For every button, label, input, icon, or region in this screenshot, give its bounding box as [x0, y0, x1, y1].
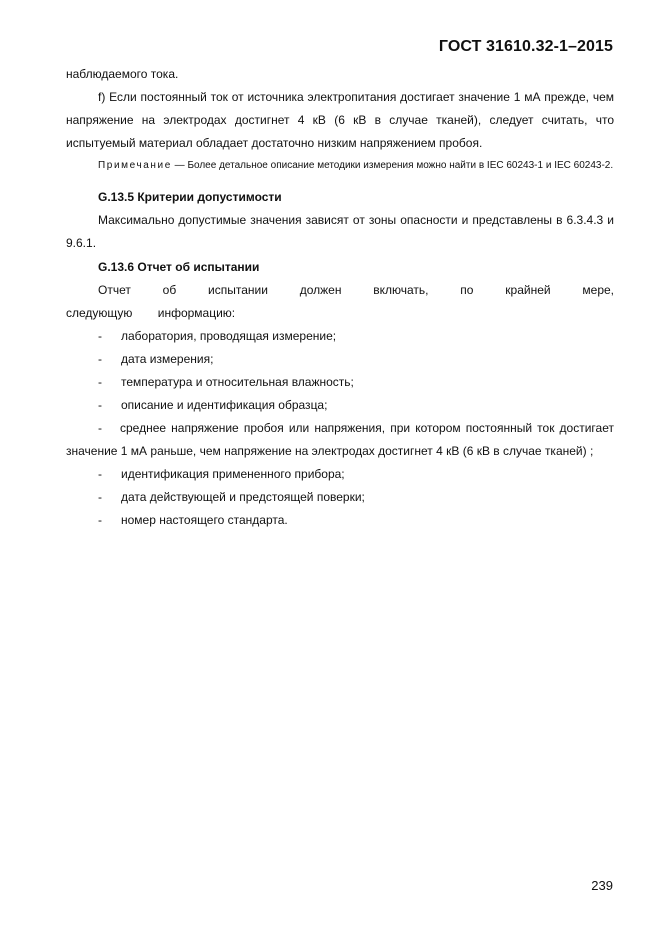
list-dash: -	[98, 490, 102, 504]
list-item	[66, 325, 614, 348]
list-dash: -	[98, 398, 102, 412]
note-text: — Более детальное описание методики измерения можно найти в IEC 60243-1 и IEC 60243-2.	[171, 160, 614, 171]
list-item	[66, 486, 614, 509]
paragraph-item-f: f) Если постоянный ток от источника электропитания достигает значение 1 мА прежде, чем напряжение на электродах достигнет 4 кВ (6 кВ в случае тканей), следует считать, что испытуемый материал обладает достаточно низким напряжением пробоя.	[66, 90, 614, 150]
document-header: ГОСТ 31610.32-1–2015	[438, 38, 613, 55]
list-dash: -	[98, 352, 102, 366]
page-number: 239	[591, 878, 613, 893]
list-item	[66, 509, 614, 532]
note-label: Примечание	[98, 160, 172, 171]
section-heading-g-13-5: G.13.5 Критерии допустимости	[98, 190, 282, 204]
paragraph-report-intro: Отчет об испытании должен включать, по крайней мере, следующую информацию:	[66, 283, 614, 320]
list-item-text: лаборатория, проводящая измерение;	[121, 329, 337, 343]
list-dash: -	[98, 421, 102, 435]
list-item	[66, 463, 614, 486]
list-dash: -	[98, 513, 102, 527]
note	[66, 156, 614, 176]
paragraph-continuation: наблюдаемого тока.	[66, 67, 179, 81]
list-item-text: среднее напряжение пробоя или напряжения, при котором постоянный ток достигает значение 1 мА раньше, чем напряжение на электродах достигнет 4 кВ (6 кВ в случае тканей) ;	[66, 421, 614, 458]
list-dash: -	[98, 467, 102, 481]
list-item-wrapped	[66, 417, 614, 463]
list-item-text: описание и идентификация образца;	[121, 398, 328, 412]
list-item-text: номер настоящего стандарта.	[121, 513, 288, 527]
page-body	[66, 63, 614, 532]
list-dash: -	[98, 375, 102, 389]
list-item-text: идентификация примененного прибора;	[121, 467, 345, 481]
list-item	[66, 348, 614, 371]
list-item	[66, 394, 614, 417]
list-item-text: температура и относительная влажность;	[121, 375, 354, 389]
section-heading-g-13-6: G.13.6 Отчет об испытании	[98, 260, 260, 274]
list-dash: -	[98, 329, 102, 343]
list-item	[66, 371, 614, 394]
list-item-text: дата измерения;	[121, 352, 214, 366]
list-item-text: дата действующей и предстоящей поверки;	[121, 490, 365, 504]
paragraph-acceptance: Максимально допустимые значения зависят от зоны опасности и представлены в 6.3.4.3 и 9.6.1.	[66, 213, 614, 250]
